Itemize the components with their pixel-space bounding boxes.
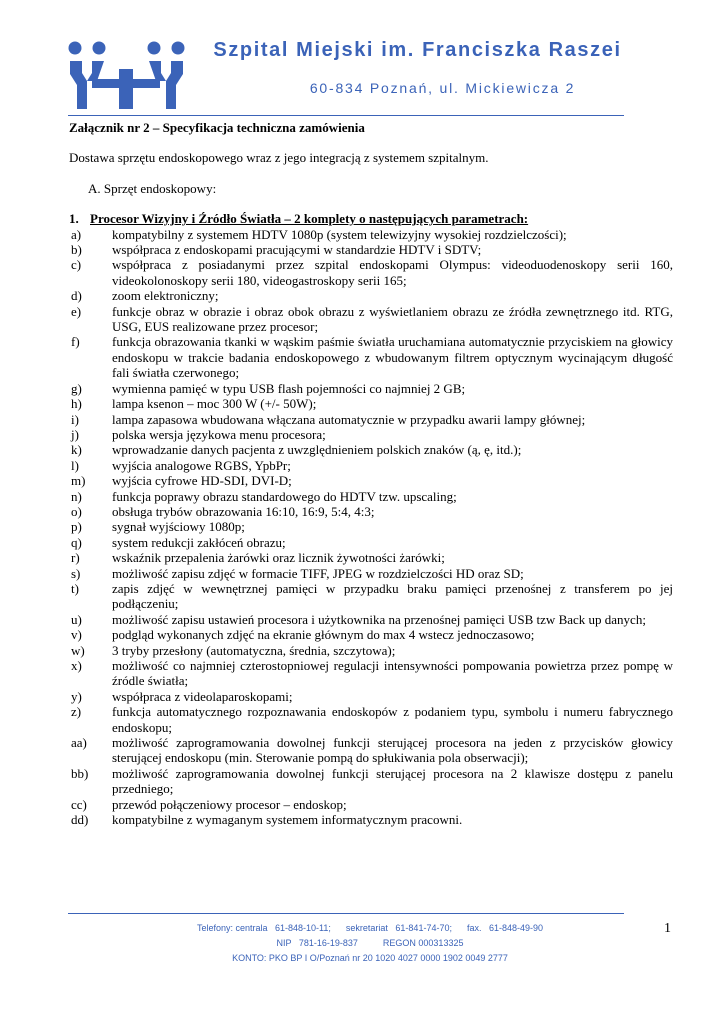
hospital-logo-icon (68, 41, 185, 109)
list-item (69, 381, 673, 396)
list-item (69, 797, 673, 812)
list-item-label: u) (71, 611, 82, 627)
list-item-label: c) (71, 257, 82, 273)
list-item-label: o) (71, 503, 82, 519)
hospital-address: 60-834 Poznań, ul. Mickiewicza 2 (309, 80, 576, 96)
list-item (69, 412, 673, 427)
section-subheading: A. Sprzęt endoskopowy: (88, 180, 217, 196)
list-item-text: współpraca z posiadanymi przez szpital endoskopami Olympus: videoduodenoskopy serii 160, videokolonoskopy serii 180, videogastroskopy serii 165; (112, 257, 673, 288)
list-item-label: bb) (71, 765, 89, 781)
list-item (69, 504, 673, 519)
list-item (69, 689, 673, 704)
list-item-text: 3 tryby przesłony (automatyczna, średnia, szczytowa); (112, 642, 396, 658)
list-item-text: wprowadzanie danych pacjenta z uwzględnieniem polskich znaków (ą, ę, itd.); (112, 442, 522, 458)
document-intro: Dostawa sprzętu endoskopowego wraz z jego integracją z systemem szpitalnym. (69, 150, 489, 166)
list-item-label: f) (71, 334, 80, 350)
footer-phones: Telefony: centrala 61-848-10-11; sekretariat 61-841-74-70; fax. 61-848-49-90 (196, 923, 544, 933)
list-item-label: v) (71, 627, 82, 643)
list-item (69, 242, 673, 257)
list-item (69, 550, 673, 565)
list-item-label: h) (71, 396, 82, 412)
list-item-text: wyjścia analogowe RGBS, YpbPr; (112, 457, 291, 473)
list-item (69, 304, 673, 335)
list-item-text: podgląd wykonanych zdjęć na ekranie głównym do max 4 wstecz jednoczasowo; (112, 627, 535, 643)
list-item-text: przewód połączeniowy procesor – endoskop; (112, 796, 347, 812)
list-item-label: w) (71, 642, 85, 658)
page-number: 1 (664, 921, 671, 936)
list-item-label: l) (71, 457, 79, 473)
list-item-text: funkcja obrazowania tkanki w wąskim paśmie światła uruchamiana automatycznie przyciskiem na głowicy endoskopu w trakcie badania endoskopowego z wbudowanym filtrem optycznym wycinającym długość fali światła czerwonego; (112, 334, 673, 381)
list-item-text: wyjścia cyfrowe HD-SDI, DVI-D; (112, 473, 292, 489)
list-item-label: n) (71, 488, 82, 504)
section-heading-text: Procesor Wizyjny i Źródło Światła – 2 komplety o następujących parametrach: (90, 211, 529, 227)
list-item-text: sygnał wyjściowy 1080p; (112, 519, 245, 535)
list-item (69, 489, 673, 504)
section-heading (69, 211, 673, 226)
hospital-name: Szpital Miejski im. Franciszka Raszei (213, 39, 622, 61)
list-item (69, 334, 673, 380)
list-item-label: e) (71, 303, 82, 319)
list-item (69, 396, 673, 411)
list-item (69, 627, 673, 642)
list-item (69, 257, 673, 288)
section-number: 1. (69, 211, 79, 227)
footer-ids: NIP 781-16-19-837 REGON 000313325 (276, 938, 464, 948)
list-item-label: s) (71, 565, 81, 581)
list-item (69, 704, 673, 735)
list-item (69, 458, 673, 473)
list-item-text: funkcje obraz w obrazie i obraz obok obrazu z wyświetlaniem obrazu ze źródła zewnętrznego itd. RTG, USG, EUS realizowane przez procesor; (112, 303, 673, 335)
list-item-text: możliwość zapisu zdjęć w formacie TIFF, JPEG w rozdzielczości HD oraz SD; (112, 565, 524, 581)
list-item-text: zoom elektroniczny; (112, 288, 219, 304)
list-item-label: aa) (71, 735, 87, 751)
list-item (69, 643, 673, 658)
spec-list (69, 227, 673, 828)
list-item (69, 735, 673, 766)
list-item-label: m) (71, 473, 86, 489)
list-item-text: lampa zapasowa wbudowana włączana automatycznie w przypadku awarii lampy głównej; (112, 411, 586, 427)
list-item-label: d) (71, 288, 82, 304)
list-item-text: wskaźnik przepalenia żarówki oraz licznik żywotności żarówki; (112, 550, 445, 566)
list-item-text: zapis zdjęć w wewnętrznej pamięci w przypadku braku pamięci przenośnej z transferem po jej podłączeniu; (112, 580, 673, 612)
spec-section (69, 211, 673, 827)
list-item-text: wymienna pamięć w typu USB flash pojemności co najmniej 2 GB; (112, 380, 466, 396)
list-item-label: j) (71, 426, 79, 442)
document-title: Załącznik nr 2 – Specyfikacja techniczna zamówienia (69, 120, 365, 135)
list-item-label: i) (71, 411, 79, 427)
list-item-label: z) (71, 704, 82, 720)
list-item-label: g) (71, 380, 82, 396)
list-item-text: współpraca z endoskopami pracującymi w standardzie HDTV i SDTV; (112, 242, 482, 258)
list-item-text: kompatybilny z systemem HDTV 1080p (system telewizyjny wysokiej rozdzielczości); (112, 226, 567, 242)
list-item-text: funkcja automatycznego rozpoznawania endoskopów z podaniem typu, symbolu i numeru fabrycznego endoskopu; (112, 704, 673, 735)
list-item-text: funkcja poprawy obrazu standardowego do HDTV tzw. upscaling; (112, 488, 457, 504)
list-item (69, 519, 673, 534)
list-item (69, 227, 673, 242)
list-item-text: współpraca z videolaparoskopami; (112, 688, 293, 704)
list-item (69, 427, 673, 442)
list-item-text: możliwość zapisu ustawień procesora i użytkownika na przenośnej pamięci USB tzw Back up danych; (112, 611, 646, 627)
list-item (69, 612, 673, 627)
list-item (69, 658, 673, 689)
list-item-label: p) (71, 519, 82, 535)
document-body (69, 120, 673, 827)
list-item-label: r) (71, 550, 80, 566)
list-item (69, 535, 673, 550)
list-item-text: obsługa trybów obrazowania 16:10, 16:9, 5:4, 4:3; (112, 503, 375, 519)
list-item-label: y) (71, 688, 82, 704)
list-item-text: polska wersja językowa menu procesora; (112, 426, 326, 442)
footer-divider (68, 913, 624, 914)
list-item-text: możliwość zaprogramowania dowolnej funkcji sterującej procesora na jeden z przycisków głowicy sterującej endoskopu (min. Sterowanie pompą do spłukiwania pola obserwacji); (112, 735, 673, 766)
list-item-text: system redukcji zakłóceń obrazu; (112, 534, 286, 550)
header-divider (68, 115, 624, 116)
list-item-text: lampa ksenon – moc 300 W (+/- 50W); (112, 396, 317, 412)
list-item (69, 581, 673, 612)
list-item-label: t) (71, 580, 79, 596)
list-item-text: kompatybilne z wymaganym systemem informatycznym pracowni. (112, 812, 463, 828)
list-item-text: możliwość co najmniej czterostopniowej regulacji intensywności pompowania powietrza przez pompę w źródle światła; (112, 658, 673, 689)
list-item (69, 812, 673, 827)
list-item (69, 473, 673, 488)
list-item (69, 566, 673, 581)
list-item-label: b) (71, 242, 82, 258)
list-item (69, 766, 673, 797)
list-item-text: możliwość zaprogramowania dowolnej funkcji sterującej procesora na 2 klawisze dostępu z panelu przedniego; (112, 765, 673, 797)
list-item-label: x) (71, 658, 82, 673)
list-item-label: dd) (71, 812, 89, 828)
list-item-label: k) (71, 442, 82, 458)
list-item (69, 288, 673, 303)
list-item-label: a) (71, 226, 82, 242)
list-item-label: q) (71, 534, 82, 550)
footer-account: KONTO: PKO BP I O/Poznań nr 20 1020 4027 0000 1902 0049 2777 (232, 953, 508, 963)
list-item (69, 442, 673, 457)
list-item-label: cc) (71, 796, 87, 812)
